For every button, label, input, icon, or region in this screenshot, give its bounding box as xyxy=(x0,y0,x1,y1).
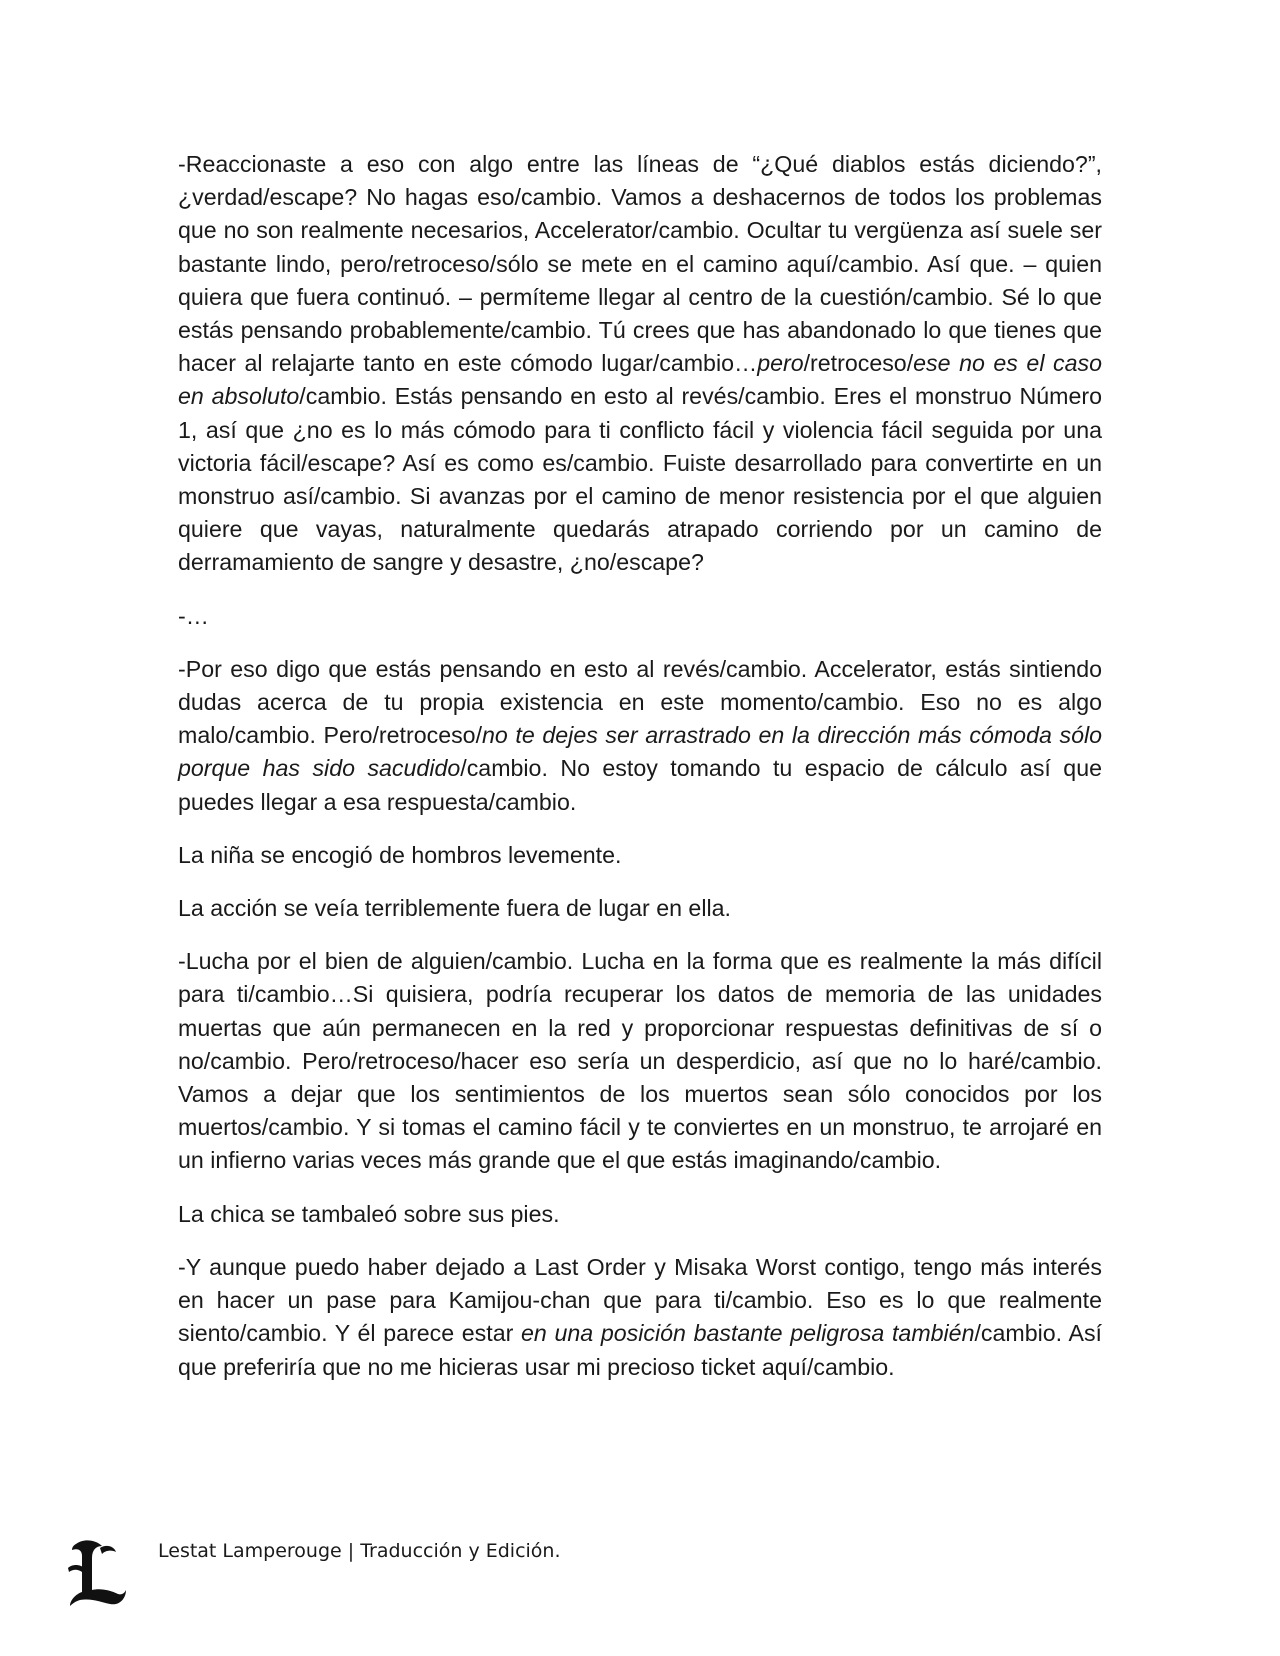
paragraph xyxy=(178,148,1102,580)
italic-text-run: pero xyxy=(757,350,804,377)
paragraph xyxy=(178,945,1102,1177)
text-run: /cambio. Estás pensando en esto al revés/cambio. Eres el monstruo Número 1, así que ¿no es lo más cómodo para ti conflicto fácil y violencia fácil seguida por una victoria fácil/escape? Así es como es/cambio. Fuiste desarrollado para convertirte en un monstruo así/cambio. Si avanzas por el camino de menor resistencia por el que alguien quiere que vayas, naturalmente quedarás atrapado corriendo por un camino de derramamiento de sangre y desastre, ¿no/escape? xyxy=(178,383,1102,576)
italic-text-run: en una posición bastante peligrosa también xyxy=(521,1320,975,1347)
text-run: La acción se veía terriblemente fuera de lugar en ella. xyxy=(178,895,731,922)
paragraph xyxy=(178,839,1102,872)
text-run: -… xyxy=(178,602,209,629)
paragraph xyxy=(178,653,1102,819)
page-footer xyxy=(66,1538,766,1608)
blackletter-l-logo-icon xyxy=(66,1538,128,1608)
text-run: -Reaccionaste a eso con algo entre las líneas de “¿Qué diablos estás diciendo?”, ¿verdad/escape? No hagas eso/cambio. Vamos a deshacernos de todos los problemas que no son realmente necesarios, Accelerator/cambio. Ocultar tu vergüenza así suele ser bastante lindo, pero/retroceso/sólo se mete en el camino aquí/cambio. Así que. – quien quiera que fuera continuó. – permíteme llegar al centro de la cuestión/cambio. Sé lo que estás pensando probablemente/cambio. Tú crees que has abandonado lo que tienes que hacer al relajarte tanto en este cómodo lugar/cambio… xyxy=(178,151,1102,377)
text-run: La chica se tambaleó sobre sus pies. xyxy=(178,1200,560,1227)
italic-text-run: no te dejes ser arrastrado en la dirección más cómoda sólo porque has sido sacudido xyxy=(178,722,1103,782)
text-run: -Y aunque puedo haber dejado a Last Order y Misaka Worst contigo, tengo más interés en hacer un pase para Kamijou-chan que para ti/cambio. Eso es lo que realmente siento/cambio. Y él parece estar xyxy=(178,1253,1102,1347)
paragraph xyxy=(178,1251,1102,1384)
text-run: -Por eso digo que estás pensando en esto al revés/cambio. Accelerator, estás sintiendo dudas acerca de tu propia existencia en este momento/cambio. Eso no es algo malo/cambio. Pero/retroceso/ xyxy=(178,655,1102,749)
text-run: /retroceso/ xyxy=(803,350,914,377)
document-body xyxy=(178,148,1102,1404)
italic-text-run: ese no es el caso en absoluto xyxy=(178,350,1102,410)
paragraph xyxy=(178,600,1102,633)
footer-credit: Lestat Lamperouge | Traducción y Edición. xyxy=(158,1540,561,1562)
text-run: -Lucha por el bien de alguien/cambio. Lucha en la forma que es realmente la más difícil para ti/cambio…Si quisiera, podría recuperar los datos de memoria de las unidades muertas que aún permanecen en la red y proporcionar respuestas definitivas de sí o no/cambio. Pero/retroceso/hacer eso sería un desperdicio, así que no lo haré/cambio. Vamos a dejar que los sentimientos de los muertos sean sólo conocidos por los muertos/cambio. Y si tomas el camino fácil y te conviertes en un monstruo, te arrojaré en un infierno varias veces más grande que el que estás imaginando/cambio. xyxy=(178,948,1102,1174)
text-run: La niña se encogió de hombros levemente. xyxy=(178,841,622,868)
paragraph xyxy=(178,1198,1102,1231)
text-run: /cambio. No estoy tomando tu espacio de cálculo así que puedes llegar a esa respuesta/cambio. xyxy=(178,755,1102,815)
text-run: /cambio. Así que preferiría que no me hicieras usar mi precioso ticket aquí/cambio. xyxy=(178,1320,1102,1380)
paragraph xyxy=(178,892,1102,925)
